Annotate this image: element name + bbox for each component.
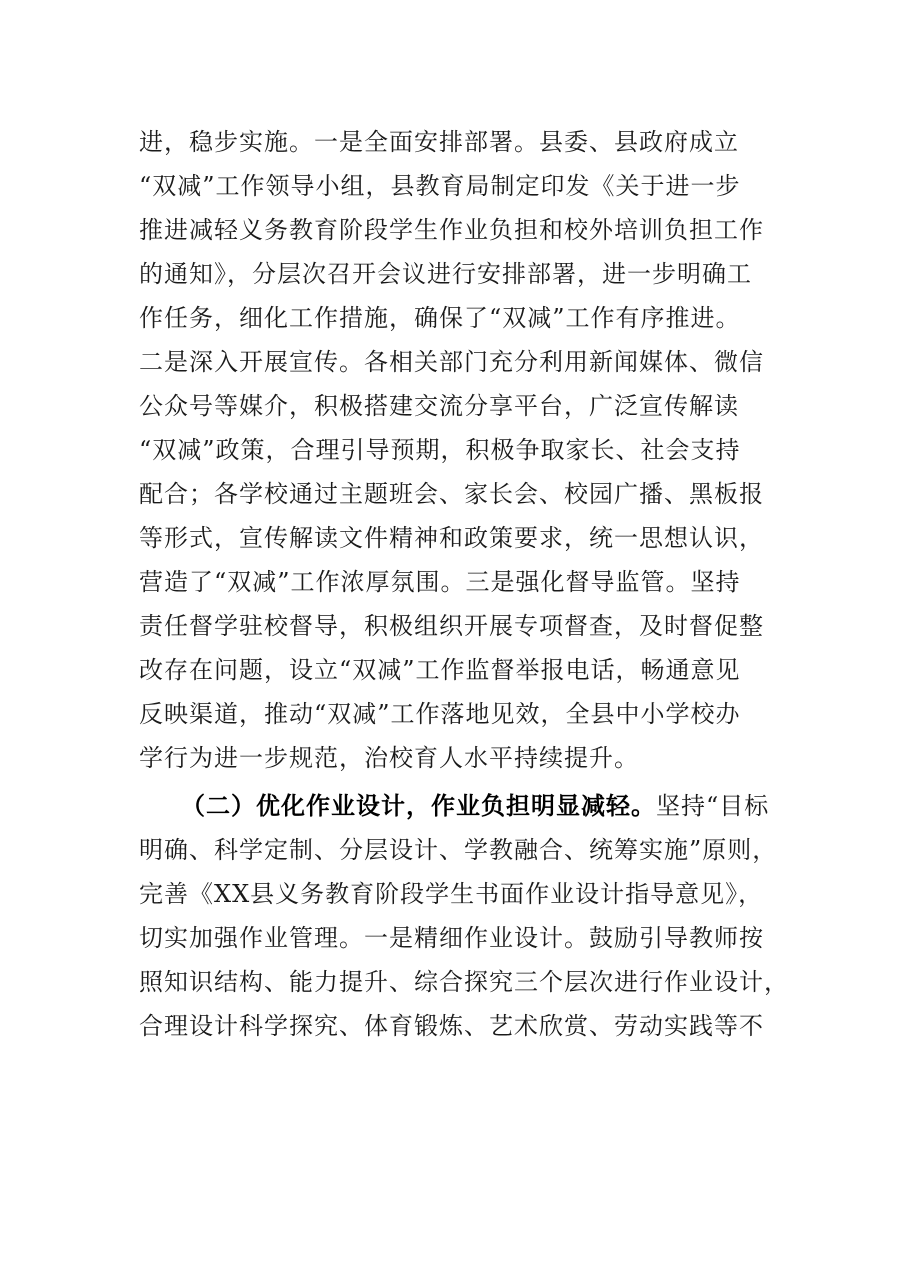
paragraph1-line-15: 学行为进一步规范，治校育人水平持续提升。 xyxy=(139,744,639,772)
paragraph2-line-2: 明确、科学定制、分层设计、学教融合、统筹实施”原则， xyxy=(139,836,778,864)
paragraph2-line-6: 合理设计科学探究、体育锻炼、艺术欣赏、劳动实践等不 xyxy=(139,1012,764,1040)
paragraph1-line-1: 进，稳步实施。一是全面安排部署。县委、县政府成立 xyxy=(139,128,739,156)
paragraph1-line-10: 等形式，宣传解读文件精神和政策要求，统一思想认识， xyxy=(139,524,764,552)
paragraph1-line-9: 配合；各学校通过主题班会、家长会、校园广播、黑板报 xyxy=(139,480,764,508)
paragraph1-line-12: 责任督学驻校督导，积极组织开展专项督查，及时督促整 xyxy=(139,612,764,640)
paragraph2-line-3: 完善《XX县义务教育阶段学生书面作业设计指导意见》， xyxy=(139,880,764,908)
paragraph1-line-7: 公众号等媒介，积极搭建交流分享平台，广泛宣传解读 xyxy=(139,392,739,420)
paragraph1-line-14: 反映渠道，推动“双减”工作落地见效，全县中小学校办 xyxy=(139,700,741,728)
section-heading: （二）优化作业设计，作业负担明显减轻。 xyxy=(181,791,656,820)
paragraph1-line-13: 改存在问题，设立“双减”工作监督举报电话，畅通意见 xyxy=(139,656,741,684)
paragraph1-line-2: “双减”工作领导小组，县教育局制定印发《关于进一步 xyxy=(139,172,741,200)
paragraph1-line-3: 推进减轻义务教育阶段学生作业负担和校外培训负担工作 xyxy=(139,216,764,244)
paragraph1-line-6: 二是深入开展宣传。各相关部门充分利用新闻媒体、微信 xyxy=(139,348,764,376)
paragraph1-line-8: “双减”政策，合理引导预期，积极争取家长、社会支持 xyxy=(139,436,741,464)
paragraph2-first-line xyxy=(181,788,769,824)
paragraph2-line-5: 照知识结构、能力提升、综合探究三个层次进行作业设计， xyxy=(139,968,789,996)
paragraph1-line-4: 的通知》，分层次召开会议进行安排部署，进一步明确工 xyxy=(139,260,752,288)
paragraph1-line-11: 营造了“双减”工作浓厚氛围。三是强化督导监管。坚持 xyxy=(139,568,741,596)
paragraph2-first-line-rest: 坚持“目标 xyxy=(656,792,770,820)
paragraph1-line-5: 作任务，细化工作措施，确保了“双减”工作有序推进。 xyxy=(139,304,741,332)
paragraph2-line-4: 切实加强作业管理。一是精细作业设计。鼓励引导教师按 xyxy=(139,924,764,952)
